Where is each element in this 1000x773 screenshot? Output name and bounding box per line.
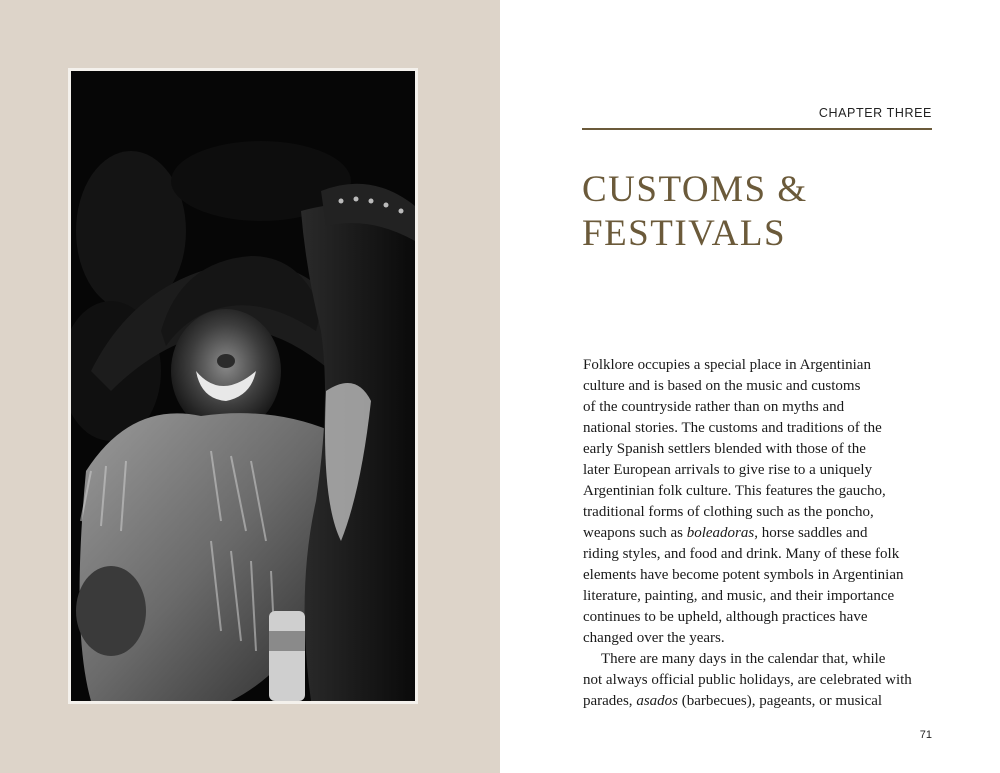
body-line: of the countryside rather than on myths and [583,399,845,415]
gaucho-photo [71,71,415,701]
body-line: culture and is based on the music and customs [583,378,861,394]
body-segment: , horse saddles and [754,525,868,541]
right-page [500,0,1000,773]
body-line: Argentinian folk culture. This features the gaucho, [583,483,886,499]
chapter-title [582,168,942,256]
smiling-gaucho-photo-icon [71,71,415,701]
body-line: early Spanish settlers blended with those of the [583,441,866,457]
body-segment: (barbecues), pageants, or musical [678,693,883,709]
body-line: traditional forms of clothing such as the poncho, [583,504,874,520]
italic-term: asados [636,693,678,709]
body-line: later European arrivals to give rise to a uniquely [583,462,873,478]
body-line [583,691,943,712]
photo-frame [68,68,418,704]
body-line: Folklore occupies a special place in Argentinian [583,357,871,373]
body-line: continues to be upheld, although practices have [583,609,868,625]
page-number: 71 [919,729,932,741]
title-line-1: CUSTOMS & [582,169,808,210]
body-segment: parades, [583,693,637,709]
body-segment: weapons such as [583,525,687,541]
body-line: changed over the years. [583,630,725,646]
body-line [583,523,943,544]
italic-term: boleadoras [686,525,755,541]
chapter-rule [582,128,932,130]
body-line: literature, painting, and music, and their importance [583,588,895,604]
body-line: riding styles, and food and drink. Many of these folk [583,546,900,562]
chapter-label: CHAPTER THREE [818,106,932,120]
body-line: elements have become potent symbols in Argentinian [583,567,904,583]
body-text [583,355,943,712]
title-line-2: FESTIVALS [582,213,787,254]
body-line: There are many days in the calendar that, while [601,651,886,667]
body-line: national stories. The customs and traditions of the [583,420,882,436]
body-line: not always official public holidays, are celebrated with [583,672,912,688]
